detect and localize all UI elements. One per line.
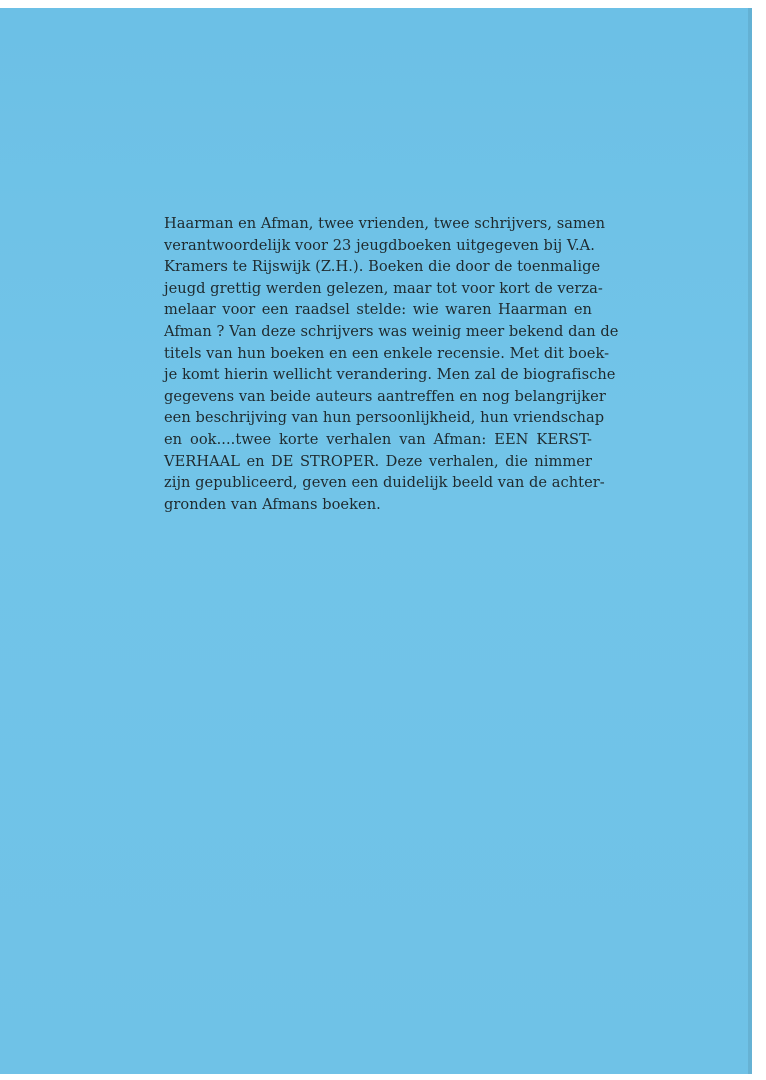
blurb-text: [164, 213, 619, 515]
blurb-line: Afman ? Van deze schrijvers was weinig meer bekend dan de: [164, 322, 619, 340]
blurb-line: je komt hierin wellicht verandering. Men zal de biografische: [164, 366, 616, 384]
blurb-line: verantwoordelijk voor 23 jeugdboeken uitgegeven bij V.A.: [164, 236, 595, 254]
cover-edge: [748, 8, 752, 1074]
blurb-line: melaar voor een raadsel stelde: wie waren Haarman en: [164, 301, 592, 319]
blurb-line: gronden van Afmans boeken.: [164, 495, 381, 513]
blurb-line: VERHAAL en DE STROPER. Deze verhalen, die nimmer: [164, 452, 592, 470]
blurb-line: een beschrijving van hun persoonlijkheid, hun vriendschap: [164, 409, 605, 427]
blurb-line: en ook....twee korte verhalen van Afman: EEN KERST-: [164, 430, 592, 448]
back-cover: [0, 8, 752, 1074]
blurb-line: zijn gepubliceerd, geven een duidelijk beeld van de achter-: [164, 474, 605, 492]
blurb-line: titels van hun boeken en een enkele recensie. Met dit boek-: [164, 344, 610, 362]
blurb-line: jeugd grettig werden gelezen, maar tot voor kort de verza-: [164, 279, 603, 297]
blurb-line: Haarman en Afman, twee vrienden, twee schrijvers, samen: [164, 215, 606, 232]
blurb-line: Kramers te Rijswijk (Z.H.). Boeken die door de toenmalige: [164, 258, 601, 276]
blurb-line: gegevens van beide auteurs aantreffen en nog belangrijker: [164, 387, 606, 405]
